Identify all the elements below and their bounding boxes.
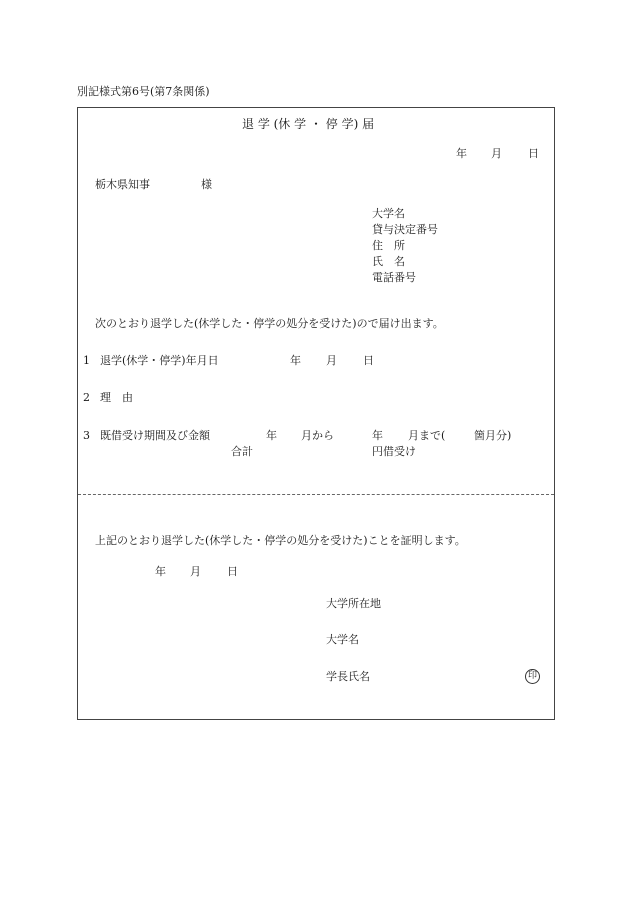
item1-month: 月 [326,354,337,367]
seal-mark-icon: 印 [525,669,540,684]
form-title: 退 学 (休 学 ・ 停 学) 届 [242,117,375,131]
header-date-month: 月 [491,147,502,160]
applicant-loan-number-label: 貸与決定番号 [372,223,438,236]
item3-year-until: 年 [372,429,383,442]
item3-label: 既借受け期間及び金額 [100,429,210,442]
addressee-honorific: 様 [201,178,212,191]
item3-borrowed: 円借受け [372,445,416,458]
item3-month-from: 月から [301,429,334,442]
cert-date-year: 年 [155,565,166,578]
item1-day: 日 [363,354,374,367]
item1-number: 1 [83,354,90,367]
item1-year: 年 [290,354,301,367]
applicant-address-label: 住 所 [372,239,405,252]
item2-label: 理 由 [100,391,133,404]
section-divider [78,494,554,495]
cert-date-day: 日 [227,565,238,578]
certification-statement: 上記のとおり退学した(休学した・停学の処分を受けた)ことを証明します。 [95,534,466,547]
item3-total: 合計 [231,445,253,458]
university-location-label: 大学所在地 [326,597,381,610]
header-date-day: 日 [528,147,539,160]
header-date-year: 年 [456,147,467,160]
form-border [77,107,555,720]
item3-month-until: 月まで( [408,429,446,442]
item1-label: 退学(休学・停学)年月日 [100,354,219,367]
item3-months-count: 箇月分) [474,429,512,442]
applicant-phone-label: 電話番号 [372,271,416,284]
item2-number: 2 [83,391,90,404]
notification-statement: 次のとおり退学した(休学した・停学の処分を受けた)ので届け出ます。 [95,317,444,330]
item3-year-from: 年 [266,429,277,442]
applicant-name-label: 氏 名 [372,255,405,268]
item3-number: 3 [83,429,90,442]
university-name-label: 大学名 [326,633,359,646]
addressee-name: 栃木県知事 [95,178,150,191]
cert-date-month: 月 [190,565,201,578]
form-reference: 別記様式第6号(第7条関係) [77,85,210,98]
president-name-label: 学長氏名 [326,670,370,683]
applicant-university-label: 大学名 [372,207,405,220]
